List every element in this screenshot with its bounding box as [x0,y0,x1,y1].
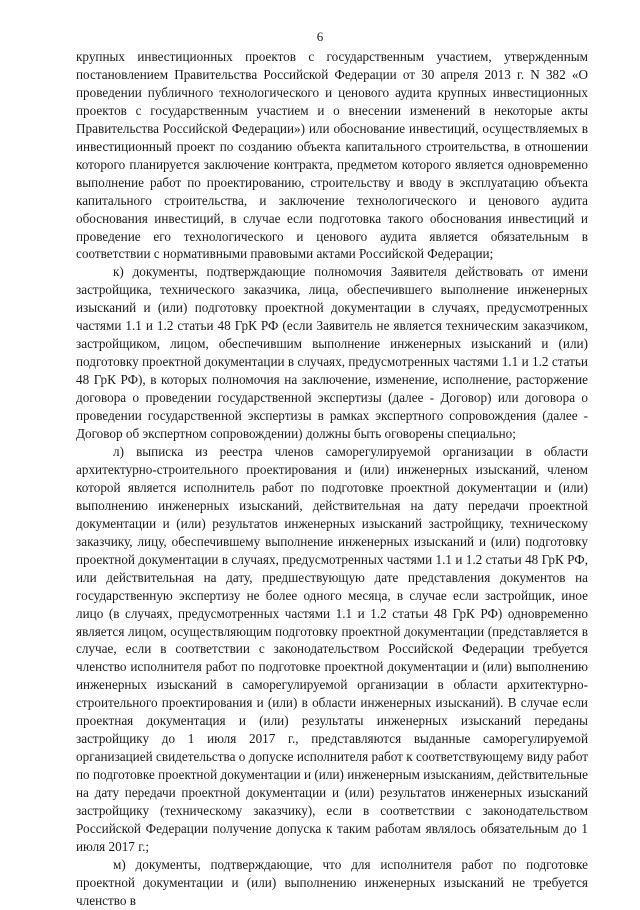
paragraph-item-l: л) выписка из реестра членов саморегулируемой организации в области архитектурно-строительного проектирования и (или) инженерных изысканий, членом которой является исполнитель работ по подготовке проектной документации и (или) выполнению инженерных изысканий, действительная на дату передачи проектной документации и (или) результатов инженерных изысканий застройщику, техническому заказчику, лицу, обеспечившему выполнение инженерных изысканий и (или) подготовку проектной документации в случаях, предусмотренных частями 1.1 и 1.2 статьи 48 ГрК РФ, или действительная на дату, предшествующую дате представления документов на государственную экспертизу не более одного месяца, в случае если застройщик, иное лицо (в случаях, предусмотренных частями 1.1 и 1.2 статьи 48 ГрК РФ) одновременно является лицом, осуществляющим подготовку проектной документации (представляется в случае, если в соответствии с законодательством Российской Федерации требуется членство исполнителя работ по подготовке проектной документации и (или) выполнению инженерных изысканий в саморегулируемой организации в области архитектурно-строительного проектирования и (или) в области инженерных изысканий). В случае если проектная документация и (или) результаты инженерных изысканий переданы застройщику до 1 июля 2017 г., представляются выданные саморегулируемой организацией свидетельства о допуске исполнителя работ к соответствующему виду работ по подготовке проектной документации и (или) инженерным изысканиям, действительные на дату передачи проектной документации и (или) результатов инженерных изысканий застройщику (техническому заказчику), если в соответствии с законодательством Российской Федерации получение допуска к таким работам являлось обязательным до 1 июля 2017 г.; [76,443,588,854]
paragraph-continuation: крупных инвестиционных проектов с государственным участием, утвержденным постановлением Правительства Российской Федерации от 30 апреля 2013 г. N 382 «О проведении публичного технологического и ценового аудита крупных инвестиционных проектов с государственным участием и о внесении изменений в некоторые акты Правительства Российской Федерации») или обоснование инвестиций, осуществляемых в инвестиционный проект по созданию объекта капитального строительства, в отношении которого планируется заключение контракта, предметом которого является одновременно выполнение работ по проектированию, строительству и вводу в эксплуатацию объекта капитального строительства, и заключение технологического и ценового аудита обоснования инвестиций, в случае если подготовка такого обоснования инвестиций и проведение его технологического и ценового аудита является обязательным в соответствии с нормативными правовыми актами Российской Федерации; [76,49,588,262]
document-body [76,48,588,910]
paragraph-item-k: к) документы, подтверждающие полномочия Заявителя действовать от имени застройщика, технического заказчика, лица, обеспечившего выполнение инженерных изысканий и (или) подготовку проектной документации в случаях, предусмотренных частями 1.1 и 1.2 статьи 48 ГрК РФ (если Заявитель не является техническим заказчиком, застройщиком, лицом, обеспечившим выполнение инженерных изысканий и (или) подготовку проектной документации в случаях, предусмотренных частями 1.1 и 1.2 статьи 48 ГрК РФ), в которых полномочия на заключение, изменение, исполнение, расторжение договора о проведении государственной экспертизы (далее - Договор) или договора о проведении государственной экспертизы в рамках экспертного сопровождения (далее - Договор об экспертном сопровождении) должны быть оговорены специально; [76,264,588,442]
paragraph-item-m: м) документы, подтверждающие, что для исполнителя работ по подготовке проектной документации и (или) выполнению инженерных изысканий не требуется членство в [76,856,588,908]
page-number: 6 [316,29,324,44]
